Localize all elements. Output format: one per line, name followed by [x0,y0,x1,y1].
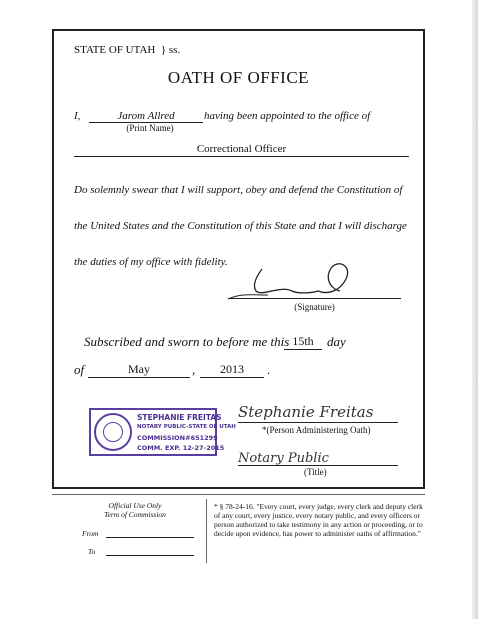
sworn-of: of [74,362,85,377]
title-label: (Title) [304,467,327,477]
sworn-text: Subscribed and sworn to before me this [84,334,290,349]
from-label: From [82,529,99,538]
seal-commission: COMMISSION#651299 [137,434,218,442]
to-label: To [88,547,96,556]
print-name-field: Jarom Allred [89,110,203,123]
sworn-month-field: May [88,362,190,378]
seal-name: STEPHANIE FREITAS [137,413,222,422]
signature-label: (Signature) [294,302,335,312]
statute-footnote: * § 78-24-16. "Every court, every judge, every clerk and deputy clerk of any court, every justice, every notary public, and every officers or person authorized to take testimony in any action or proceeding, or to decide upon evidence, has power to administer oaths of affirmation." [214,502,423,538]
sworn-year-field: 2013 [200,362,264,378]
page-edge-shadow [472,0,478,619]
bottom-divider [52,494,425,495]
sworn-day-word: day [327,334,346,349]
intro-prefix: I, [74,110,81,122]
state-header [74,44,180,56]
administering-signature: Stephanie Freitas [238,403,374,421]
title-line [238,465,398,466]
oath-line-1: Do solemnly swear that I will support, obey and defend the Constitution of [74,184,403,196]
seal-emblem-icon [94,413,132,451]
ss-label: } ss. [160,44,181,56]
official-use-label: Official Use Only [108,501,162,510]
sworn-period: . [267,362,271,377]
intro-suffix: having been appointed to the office of [204,110,371,122]
oath-line-2: the United States and the Constitution of this State and that I will discharge [74,220,407,232]
administering-line [238,422,398,423]
title-signature: Notary Public [238,451,329,466]
footer-divider [206,499,207,563]
oath-line-3: the duties of my office with fidelity. [74,256,228,268]
office-field: Correctional Officer [74,143,409,157]
to-line [106,555,194,556]
state-label: STATE OF UTAH [74,44,156,56]
term-label: Term of Commission [104,510,166,519]
seal-state: NOTARY PUBLIC-STATE OF UTAH [137,424,236,430]
sworn-comma: , [192,362,196,377]
from-line [106,537,194,538]
administering-label: *(Person Administering Oath) [262,425,371,435]
page-title: OATH OF OFFICE [167,68,310,87]
print-name-label: (Print Name) [126,123,174,133]
signature-scribble [222,255,362,303]
signature-line [228,298,401,299]
seal-expiration: COMM. EXP. 12-27-2015 [137,444,225,452]
notary-seal [89,408,236,456]
sworn-day-field: 15th [284,334,322,350]
